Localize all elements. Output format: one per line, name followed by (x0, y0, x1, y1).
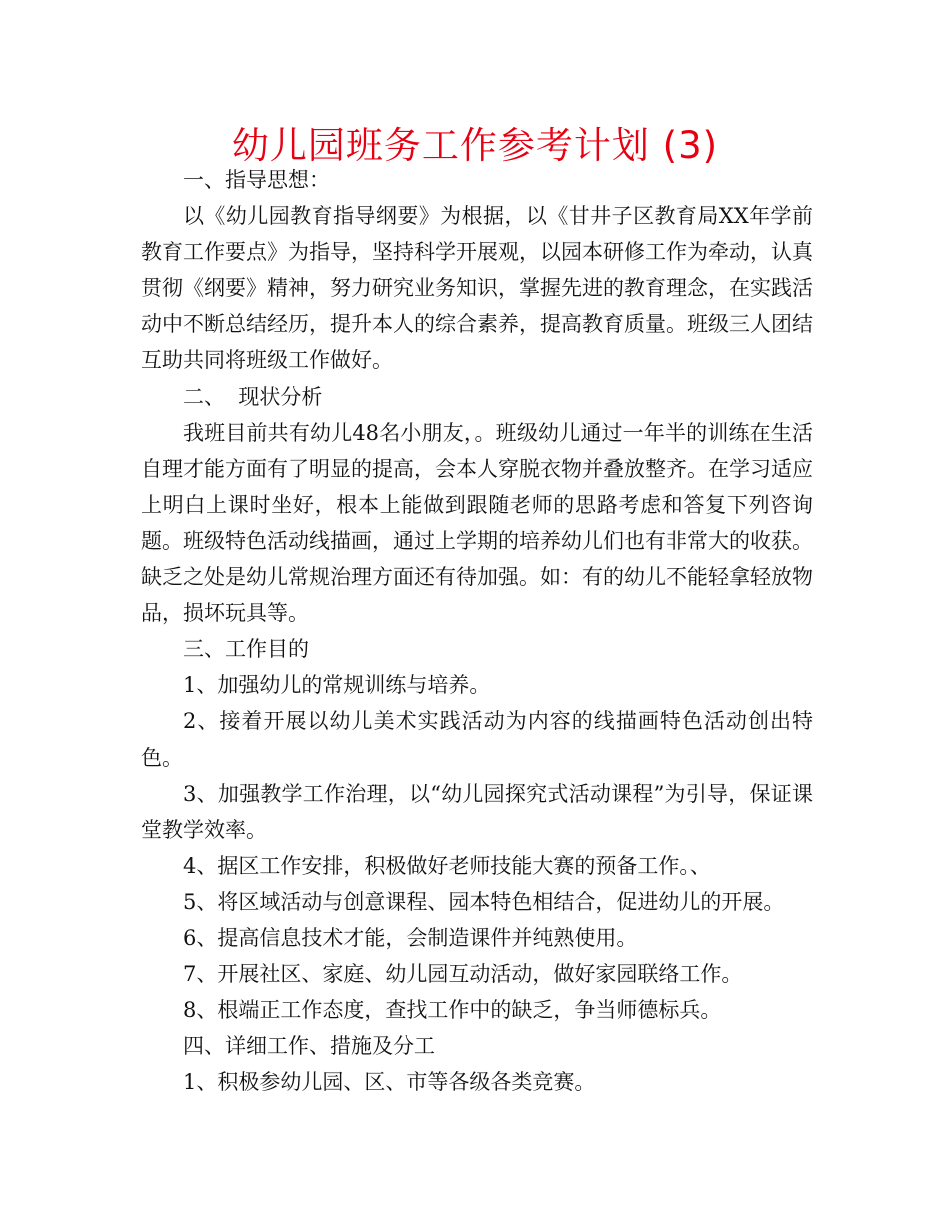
heading-work-goals: 三、工作目的 (183, 637, 309, 662)
heading-guiding-ideology: 一、指导思想： (183, 168, 330, 192)
goal-item: 3、加强教学工作治理，以“幼儿园探究式活动课程”为引导，保证课堂教学效率。 (141, 781, 813, 842)
goal-item: 8、根端正工作态度，查找工作中的缺乏，争当师德标兵。 (183, 998, 722, 1023)
work-item: 1、积极参幼儿园、区、市等各级各类竞赛。 (183, 1070, 596, 1095)
document-body (141, 162, 813, 1100)
goal-item: 4、据区工作安排，积极做好老师技能大赛的预备工作。、 (183, 853, 711, 878)
goal-item: 5、将区域活动与创意课程、园本特色相结合，促进幼儿的开展。 (183, 889, 785, 914)
goal-item: 6、提高信息技术才能，会制造课件并纯熟使用。 (183, 925, 638, 950)
goal-item: 7、开展社区、家庭、幼儿园互动活动，做好家园联络工作。 (183, 962, 743, 987)
document-title: 幼儿园班务工作参考计划 (3) (231, 124, 719, 167)
goal-item: 1、加强幼儿的常规训练与培养。 (183, 673, 491, 698)
heading-current-analysis: 二、 现状分析 (183, 384, 323, 409)
paragraph-guiding-ideology: 以《幼儿园教育指导纲要》为根据，以《甘井子区教育局XX年学前教育工作要点》为指导，坚持科学开展观，以园本研修工作为牵动，认真贯彻《纲要》精神，努力研究业务知识，掌握先进的教育理念，在实践活动中不断总结经历，提升本人的综合素养，提高教育质量。班级三人团结互助共同将班级工作做好。 (141, 204, 813, 373)
paragraph-current-analysis: 我班目前共有幼儿48名小朋友，。班级幼儿通过一年半的训练在生活自理才能方面有了明显的提高，会本人穿脱衣物并叠放整齐。在学习适应上明白上课时坐好，根本上能做到跟随老师的思路考虑和答复下列咨询题。班级特色活动线描画，通过上学期的培养幼儿们也有非常大的收获。缺乏之处是幼儿常规治理方面还有待加强。如：有的幼儿不能轻拿轻放物品，损坏玩具等。 (141, 420, 813, 626)
heading-detailed-work: 四、详细工作、措施及分工 (183, 1034, 435, 1059)
goal-item: 2、接着开展以幼儿美术实践活动为内容的线描画特色活动创出特色。 (141, 709, 813, 770)
